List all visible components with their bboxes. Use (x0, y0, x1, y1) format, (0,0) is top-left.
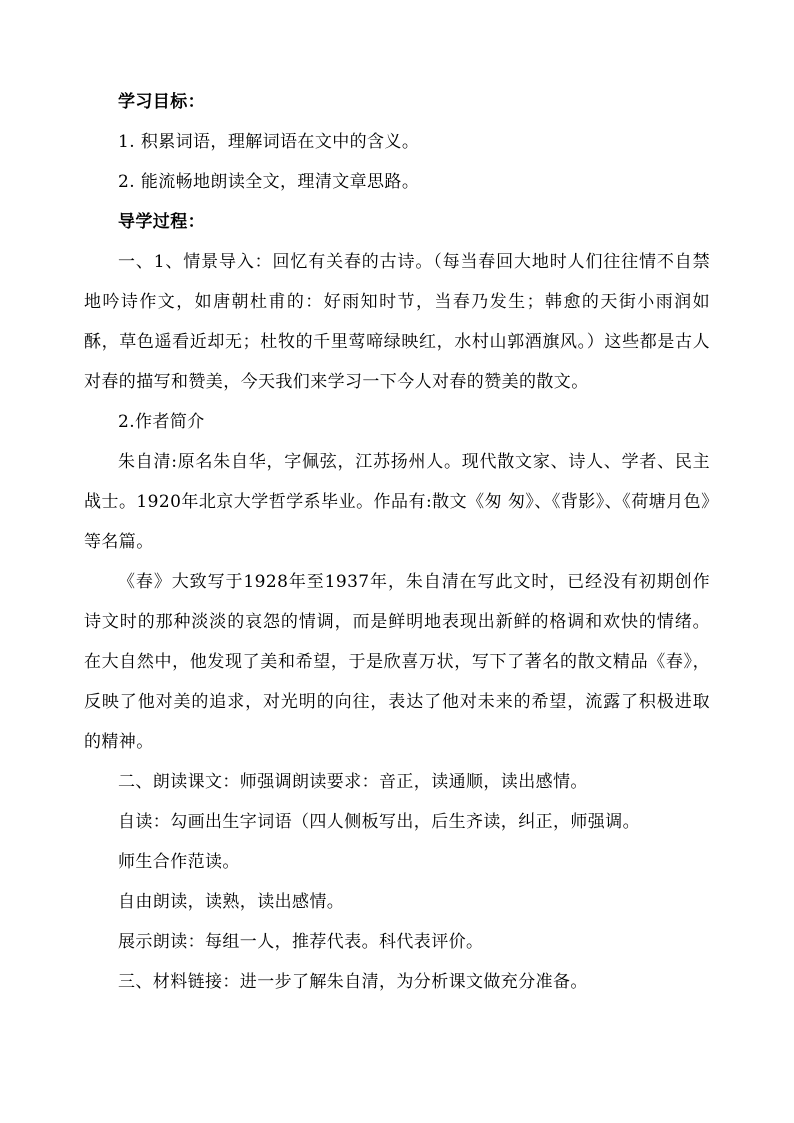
objective-item-2: 2. 能流畅地朗读全文，理清文章思路。 (118, 172, 420, 192)
paragraph-reading-requirements: 二、朗读课文：师强调朗读要求：音正，读通顺，读出感情。 (118, 772, 588, 792)
heading-guided-process: 导学过程： (118, 212, 205, 232)
heading-learning-objectives: 学习目标： (118, 92, 205, 112)
paragraph-material-link: 三、材料链接：进一步了解朱自清，为分析课文做充分准备。 (118, 972, 588, 992)
paragraph-show-reading: 展示朗读：每组一人，推荐代表。科代表评价。 (118, 932, 484, 952)
paragraph-author-bio: 朱自清:原名朱自华，字佩弦，江苏扬州人。现代散文家、诗人、学者、民主战士。1920年北京大学哲学系毕业。作品有:散文《匆 匆》、《背影》、《荷塘月色》等名篇。 (84, 452, 710, 552)
document-body (84, 82, 710, 1002)
paragraph-scene-intro: 一、1、情景导入：回忆有关春的古诗。（每当春回大地时人们往往情不自禁地吟诗作文，如唐朝杜甫的：好雨知时节，当春乃发生；韩愈的天街小雨润如酥，草色遥看近却无；杜牧的千里莺啼绿映红，水村山郭酒旗风。）这些都是古人对春的描写和赞美，今天我们来学习一下今人对春的赞美的散文。 (84, 252, 710, 392)
paragraph-spring-background: 《春》大致写于1928年至1937年，朱自清在写此文时，已经没有初期创作诗文时的那种淡淡的哀怨的情调，而是鲜明地表现出新鲜的格调和欢快的情绪。在大自然中，他发现了美和希望，于是欣喜万状，写下了著名的散文精品《春》，反映了他对美的追求，对光明的向往，表达了他对未来的希望，流露了积极进取的精神。 (84, 572, 710, 752)
paragraph-demo-reading: 师生合作范读。 (118, 852, 240, 872)
paragraph-free-reading: 自由朗读，读熟，读出感情。 (118, 892, 345, 912)
heading-author-intro: 2.作者简介 (118, 412, 205, 432)
objective-item-1: 1. 积累词语，理解词语在文中的含义。 (118, 132, 420, 152)
paragraph-self-reading: 自读：勾画出生字词语（四人侧板写出，后生齐读，纠正，师强调。 (118, 812, 640, 832)
